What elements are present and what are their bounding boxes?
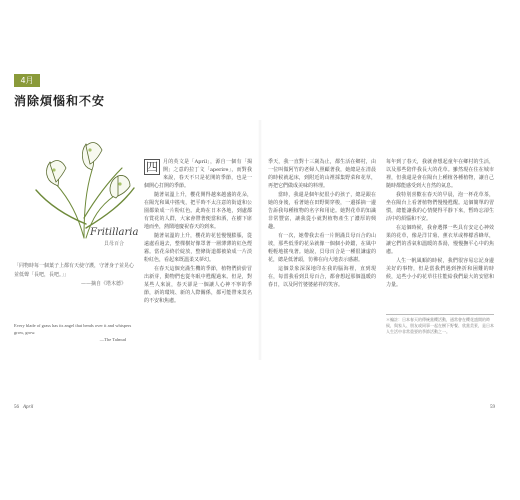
page-number-left: 56 bbox=[14, 405, 19, 410]
quote-english bbox=[14, 322, 134, 343]
drop-cap: 四 bbox=[145, 160, 158, 174]
footnote: ＊編註：日本春天的傳統賞櫻活動，通常會在櫻花盛開的時候，與家人、朋友或同事一起在樹下野餐、欣賞美景，是日本人生活中非常重要的季節活動之一。 bbox=[386, 314, 494, 335]
paragraph: 隨著氣溫上升，櫻花開得越來越盛的花朵，在陽光和風中搖曳，把平時不太注意的街道和公園都染成一片粉紅色。此時在日本各地，到處都有賞花的人群，大家會帶著便當和酒，在樹下席地而坐，熱鬧地慶祝春天的到來。 bbox=[144, 192, 252, 230]
illustration-chinese-name: 貝母百合 bbox=[104, 241, 125, 247]
paragraph: 當時，我還是個年紀很小的孩子，總是跟在她的身後，看著她在田野間穿梭，一邊採摘一邊告訴我每種植物的名字和用途。她對花草的知識非常豐富，讓我從小就對植物產生了濃厚的興趣。 bbox=[268, 192, 376, 230]
paragraph: 人生一帆風順的時候，我們很容易忘記身邊美好的事物，但是當我們遇到挫折和困難的時候，這些小小的花草往往能給我們最大的安慰和力量。 bbox=[386, 258, 494, 288]
paragraph: 這個景象深深地印在我的腦海裡，直到現在，每當我看到貝母百合，都會想起那個溫暖的春日，以及阿竹婆婆慈祥的笑容。 bbox=[268, 266, 376, 288]
illustration-latin-name: Fritillaria bbox=[90, 227, 139, 238]
paragraph-text: 月的英文是「April」，源自一個有「揭開」之意的拉丁文「aperire」，而對我來說，春天不只是花開的季節，也是一個開心打開的季節。 bbox=[144, 159, 252, 189]
body-column-1 bbox=[144, 158, 252, 306]
month-badge: 4月 bbox=[14, 74, 40, 87]
chapter-title: 消除煩惱和不安 bbox=[14, 94, 106, 108]
quote-chinese-attribution: ——摘自《塔木德》 bbox=[80, 281, 126, 287]
paragraph: 在春天這個充滿生機的季節，植物們紛紛冒出新芽，動物們也從冬眠中甦醒過來。但是，對某些人來說，春天卻是一個讓人心神不寧的季節，新的環境、新的人際關係，都可能帶來莫名的不安和焦慮。 bbox=[144, 266, 252, 304]
page-number-right: 59 bbox=[490, 405, 495, 410]
paragraph: 季天，我一直對十三歲為止，都生活在鄉村，由一位叫做阿竹的老婦人照顧著我，她總是在清晨的時候就起床，到附近的山裡採集野菜和花草，再把它們做成美味的料理。 bbox=[268, 159, 376, 189]
body-column-3 bbox=[386, 158, 494, 290]
paragraph bbox=[144, 158, 252, 190]
quote-english-attribution: —The Talmud bbox=[99, 337, 126, 342]
quote-english-text: Every blade of grass has its angel that bends over it and whispers grow, grow. bbox=[14, 323, 132, 335]
paragraph: 每年到了春天，我就會想起童年在鄉村的生活，以及那些陪伴我長大的花草。雖然現在住在城市裡，但我還是會在陽台上種植各種植物，讓自己隨時都能感受到大自然的氣息。 bbox=[386, 159, 494, 189]
folio-left bbox=[14, 405, 33, 410]
paragraph: 在這個時候，我會選擇一些具有安定心神效果的花草，像是洋甘菊、薰衣草或檸檬香蜂草，讓它們的香氣和溫暖的茶湯，慢慢撫平心中的焦慮。 bbox=[386, 225, 494, 255]
quote-chinese bbox=[14, 262, 134, 289]
paragraph: 隨著氣溫的上升，櫻花的花苞慢慢膨脹，從遠處看過去，整棵樹好像罩著一層薄薄的紅色煙霧。當花朵終於綻放，整條街道都被染成一片淡粉紅色，看起來既溫柔又夢幻。 bbox=[144, 233, 252, 263]
paragraph: 有一次，她帶我去看一片開滿貝母百合的山坡，那些低垂的花朵就像一個個小鈴鐺，在風中輕輕地搖曳著。她說，貝母百合是一種很謙虛的花，總是低著頭，彷彿在向大地表示感謝。 bbox=[268, 233, 376, 263]
running-section: April bbox=[23, 405, 34, 410]
body-column-2 bbox=[268, 158, 376, 290]
paragraph: 我特別喜歡在春天的早晨，泡一杯花草茶，坐在陽台上看著植物們慢慢甦醒。這個簡單的習慣，總能讓我的心情變得平靜下來，暫時忘卻生活中的煩惱和不安。 bbox=[386, 192, 494, 222]
fritillaria-illustration bbox=[26, 120, 146, 240]
quote-chinese-text: 「同物時每一個葉子上都有天使守護，守著身子並晃心並低聲「長吧，長吧。」」 bbox=[14, 263, 135, 278]
